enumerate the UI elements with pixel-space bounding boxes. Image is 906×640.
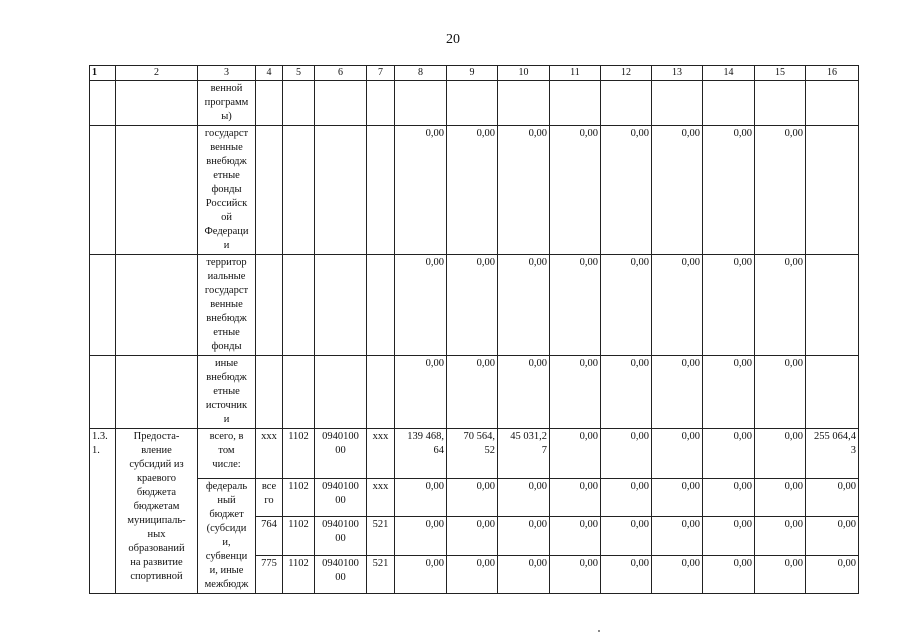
- value-cell: 0,00: [395, 356, 447, 429]
- value-cell: 0,00: [652, 517, 703, 555]
- table-row: [90, 255, 859, 356]
- value-cell: [447, 81, 498, 126]
- code-cell: ххх: [256, 429, 283, 479]
- funding-source-cell: федераль ный бюджет (субсиди и, субвенци и, иные межбюдж: [198, 479, 256, 594]
- col-header: 2: [116, 66, 198, 81]
- code-cell: 0940100 00: [315, 429, 367, 479]
- empty-cell: [315, 81, 367, 126]
- empty-cell: [283, 356, 315, 429]
- value-cell: [755, 81, 806, 126]
- value-cell: 0,00: [755, 126, 806, 255]
- col-header: 5: [283, 66, 315, 81]
- value-cell: 0,00: [703, 126, 755, 255]
- value-cell: 0,00: [755, 517, 806, 555]
- funding-source-cell: государст венные внебюдж етные фонды Российск ой Федераци и: [198, 126, 256, 255]
- value-cell: 0,00: [550, 356, 601, 429]
- empty-cell: [116, 356, 198, 429]
- value-cell: 0,00: [703, 429, 755, 479]
- item-number: 1.3. 1.: [90, 429, 116, 594]
- funding-source-cell: всего, в том числе:: [198, 429, 256, 479]
- budget-table: [89, 65, 859, 594]
- col-header: 7: [367, 66, 395, 81]
- value-cell: [498, 81, 550, 126]
- code-cell: ххх: [367, 479, 395, 517]
- value-cell: 0,00: [652, 255, 703, 356]
- value-cell: 0,00: [447, 126, 498, 255]
- empty-cell: [90, 81, 116, 126]
- code-cell: 775: [256, 555, 283, 593]
- table-row: [90, 429, 859, 479]
- value-cell: 0,00: [806, 479, 859, 517]
- value-cell: 0,00: [601, 356, 652, 429]
- funding-source-cell: территор иальные государст венные внебюдж етные фонды: [198, 255, 256, 356]
- col-header: 14: [703, 66, 755, 81]
- empty-cell: [90, 356, 116, 429]
- value-cell: 0,00: [601, 517, 652, 555]
- value-cell: 0,00: [703, 555, 755, 593]
- code-cell: 521: [367, 517, 395, 555]
- value-cell: 0,00: [755, 479, 806, 517]
- empty-cell: [90, 255, 116, 356]
- column-number-row: [90, 66, 859, 81]
- value-cell: [652, 81, 703, 126]
- value-cell: 0,00: [703, 356, 755, 429]
- value-cell: [550, 81, 601, 126]
- empty-cell: [256, 81, 283, 126]
- value-cell: 0,00: [601, 255, 652, 356]
- col-header: 13: [652, 66, 703, 81]
- value-cell: 0,00: [550, 126, 601, 255]
- empty-cell: [283, 255, 315, 356]
- col-header: 10: [498, 66, 550, 81]
- empty-cell: [367, 81, 395, 126]
- value-cell: 0,00: [498, 356, 550, 429]
- col-header: 6: [315, 66, 367, 81]
- col-header: 9: [447, 66, 498, 81]
- empty-cell: [256, 356, 283, 429]
- value-cell: 0,00: [447, 356, 498, 429]
- value-cell: 0,00: [601, 126, 652, 255]
- empty-cell: [116, 126, 198, 255]
- value-cell: 0,00: [550, 429, 601, 479]
- value-cell: 0,00: [703, 255, 755, 356]
- table-row: [90, 479, 859, 517]
- code-cell: 1102: [283, 555, 315, 593]
- empty-cell: [116, 255, 198, 356]
- value-cell: [806, 81, 859, 126]
- value-cell: 0,00: [806, 517, 859, 555]
- value-cell: 255 064,4 3: [806, 429, 859, 479]
- value-cell: 0,00: [447, 255, 498, 356]
- value-cell: 0,00: [601, 479, 652, 517]
- value-cell: 0,00: [652, 479, 703, 517]
- funding-source-cell: венной программ ы): [198, 81, 256, 126]
- col-header: 16: [806, 66, 859, 81]
- table-row: [90, 126, 859, 255]
- value-cell: 0,00: [498, 255, 550, 356]
- value-cell: 0,00: [498, 517, 550, 555]
- value-cell: 0,00: [755, 555, 806, 593]
- value-cell: 0,00: [447, 517, 498, 555]
- empty-cell: [315, 126, 367, 255]
- value-cell: 0,00: [755, 429, 806, 479]
- value-cell: 0,00: [395, 479, 447, 517]
- empty-cell: [367, 126, 395, 255]
- code-cell: 1102: [283, 517, 315, 555]
- value-cell: 0,00: [652, 429, 703, 479]
- value-cell: 0,00: [550, 517, 601, 555]
- value-cell: 0,00: [550, 255, 601, 356]
- code-cell: 521: [367, 555, 395, 593]
- code-cell: 1102: [283, 429, 315, 479]
- value-cell: 0,00: [395, 126, 447, 255]
- col-header: 3: [198, 66, 256, 81]
- value-cell: 0,00: [703, 517, 755, 555]
- value-cell: 0,00: [447, 479, 498, 517]
- empty-cell: [315, 356, 367, 429]
- value-cell: [395, 81, 447, 126]
- value-cell: 139 468, 64: [395, 429, 447, 479]
- value-cell: 0,00: [550, 479, 601, 517]
- empty-cell: [315, 255, 367, 356]
- value-cell: 0,00: [395, 255, 447, 356]
- value-cell: [806, 356, 859, 429]
- empty-cell: [283, 81, 315, 126]
- code-cell: 1102: [283, 479, 315, 517]
- value-cell: [806, 255, 859, 356]
- value-cell: 0,00: [652, 555, 703, 593]
- value-cell: 0,00: [652, 356, 703, 429]
- code-cell: 0940100 00: [315, 479, 367, 517]
- value-cell: 45 031,2 7: [498, 429, 550, 479]
- value-cell: 0,00: [498, 126, 550, 255]
- value-cell: 0,00: [601, 555, 652, 593]
- empty-cell: [116, 81, 198, 126]
- value-cell: 0,00: [703, 479, 755, 517]
- value-cell: [601, 81, 652, 126]
- funding-source-cell: иные внебюдж етные источник и: [198, 356, 256, 429]
- col-header: 1: [90, 66, 116, 81]
- code-cell: все го: [256, 479, 283, 517]
- table-row: [90, 81, 859, 126]
- page-number: 20: [446, 32, 460, 47]
- code-cell: ххх: [367, 429, 395, 479]
- value-cell: 0,00: [755, 356, 806, 429]
- value-cell: [806, 126, 859, 255]
- empty-cell: [283, 126, 315, 255]
- value-cell: [703, 81, 755, 126]
- code-cell: 0940100 00: [315, 555, 367, 593]
- value-cell: 0,00: [601, 429, 652, 479]
- table-row: [90, 356, 859, 429]
- col-header: 11: [550, 66, 601, 81]
- code-cell: 0940100 00: [315, 517, 367, 555]
- col-header: 4: [256, 66, 283, 81]
- col-header: 8: [395, 66, 447, 81]
- col-header: 12: [601, 66, 652, 81]
- value-cell: 0,00: [498, 479, 550, 517]
- empty-cell: [367, 356, 395, 429]
- item-name: Предоста- вление субсидий из краевого бюджета бюджетам муниципаль- ных образований на развитие спортивной: [116, 429, 198, 594]
- value-cell: 0,00: [395, 555, 447, 593]
- col-header: 15: [755, 66, 806, 81]
- empty-cell: [256, 126, 283, 255]
- value-cell: 0,00: [550, 555, 601, 593]
- value-cell: 0,00: [652, 126, 703, 255]
- value-cell: 0,00: [498, 555, 550, 593]
- value-cell: 0,00: [447, 555, 498, 593]
- empty-cell: [256, 255, 283, 356]
- value-cell: 0,00: [395, 517, 447, 555]
- value-cell: 0,00: [755, 255, 806, 356]
- code-cell: 764: [256, 517, 283, 555]
- empty-cell: [90, 126, 116, 255]
- scan-speck: [598, 630, 600, 632]
- value-cell: 0,00: [806, 555, 859, 593]
- value-cell: 70 564, 52: [447, 429, 498, 479]
- empty-cell: [367, 255, 395, 356]
